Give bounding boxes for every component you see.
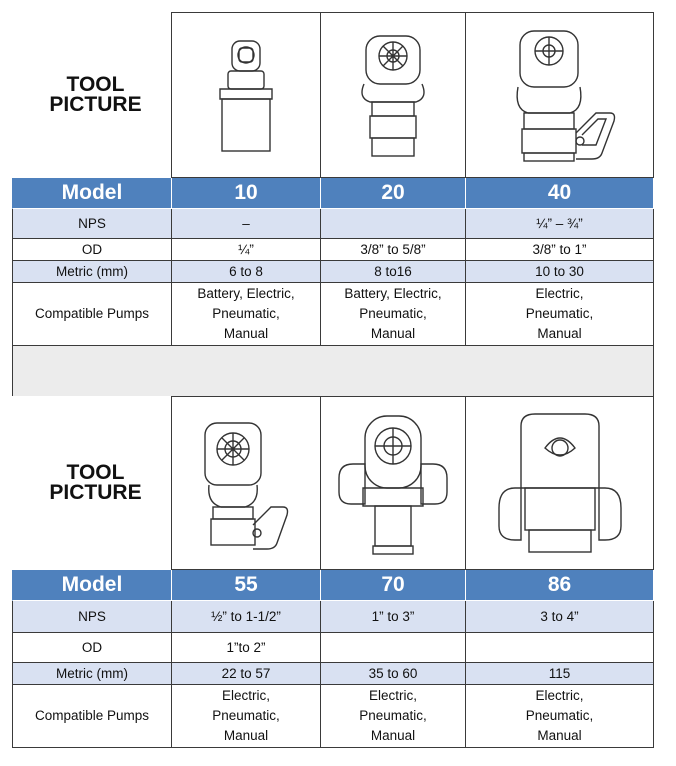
picture-label: TOOL PICTURE (12, 396, 172, 570)
value-line: Pneumatic, (212, 708, 280, 723)
row-label: Metric (mm) (12, 663, 172, 685)
value-cell (321, 283, 466, 346)
row-label: NPS (12, 209, 172, 239)
model-row (12, 178, 654, 209)
value-cell: 115 (466, 663, 654, 685)
pumps-row (12, 283, 654, 346)
row-label: Compatible Pumps (12, 283, 172, 346)
model-86: 86 (466, 570, 654, 601)
value-line: Pneumatic, (525, 708, 594, 723)
tool-image-40 (466, 12, 654, 178)
tool-image-86 (466, 396, 654, 570)
row-label: OD (12, 633, 172, 663)
value-line: Pneumatic, (359, 306, 427, 321)
value-cell: 3/8” to 1” (466, 239, 654, 261)
value-line: Battery, Electric, (344, 286, 442, 301)
value-line: Battery, Electric, (197, 286, 295, 301)
value-cell (466, 283, 654, 346)
picture-row (12, 396, 654, 570)
value-cell: 8 to16 (321, 261, 466, 283)
value-cell (172, 685, 321, 748)
value-line: Pneumatic, (525, 306, 594, 321)
value-cell: 1” to 3” (321, 601, 466, 633)
metric-row (12, 663, 654, 685)
value-cell: ¼” – ¾” (466, 209, 654, 239)
value-line: Electric, (535, 286, 584, 301)
model-label: Model (12, 178, 172, 209)
value-cell: 6 to 8 (172, 261, 321, 283)
tool-image-10 (172, 12, 321, 178)
value-line: Manual (370, 728, 416, 743)
value-line: Electric, (368, 688, 417, 703)
metric-row (12, 261, 654, 283)
value-line: Manual (370, 326, 416, 341)
model-20: 20 (321, 178, 466, 209)
value-cell: 22 to 57 (172, 663, 321, 685)
value-line: Manual (537, 326, 582, 341)
od-row (12, 239, 654, 261)
value-line: Manual (223, 326, 269, 341)
value-cell: – (172, 209, 321, 239)
value-cell: ¼” (172, 239, 321, 261)
od-row (12, 633, 654, 663)
tool-image-55 (172, 396, 321, 570)
model-row (12, 570, 654, 601)
value-cell (466, 685, 654, 748)
model-55: 55 (172, 570, 321, 601)
pumps-row (12, 685, 654, 748)
value-cell: 1”to 2” (172, 633, 321, 663)
picture-row (12, 12, 654, 178)
row-label: Compatible Pumps (12, 685, 172, 748)
value-cell: 3/8” to 5/8” (321, 239, 466, 261)
nps-row (12, 209, 654, 239)
value-line: Manual (537, 728, 582, 743)
value-cell (321, 685, 466, 748)
nps-row (12, 601, 654, 633)
model-40: 40 (466, 178, 654, 209)
table-separator (12, 346, 654, 398)
tool-image-70 (321, 396, 466, 570)
model-70: 70 (321, 570, 466, 601)
model-label: Model (12, 570, 172, 601)
value-line: Pneumatic, (212, 306, 280, 321)
tool-image-20 (321, 12, 466, 178)
value-cell: 35 to 60 (321, 663, 466, 685)
picture-label: TOOL PICTURE (12, 12, 172, 178)
row-label: Metric (mm) (12, 261, 172, 283)
row-label: OD (12, 239, 172, 261)
value-cell: 3 to 4” (466, 601, 654, 633)
value-cell (466, 633, 654, 663)
value-line: Electric, (221, 688, 270, 703)
value-line: Pneumatic, (359, 708, 427, 723)
value-cell: ½” to 1-1/2” (172, 601, 321, 633)
model-10: 10 (172, 178, 321, 209)
value-cell (321, 633, 466, 663)
value-line: Electric, (535, 688, 584, 703)
value-cell: 10 to 30 (466, 261, 654, 283)
value-line: Manual (223, 728, 269, 743)
value-cell (172, 283, 321, 346)
value-cell (321, 209, 466, 239)
row-label: NPS (12, 601, 172, 633)
